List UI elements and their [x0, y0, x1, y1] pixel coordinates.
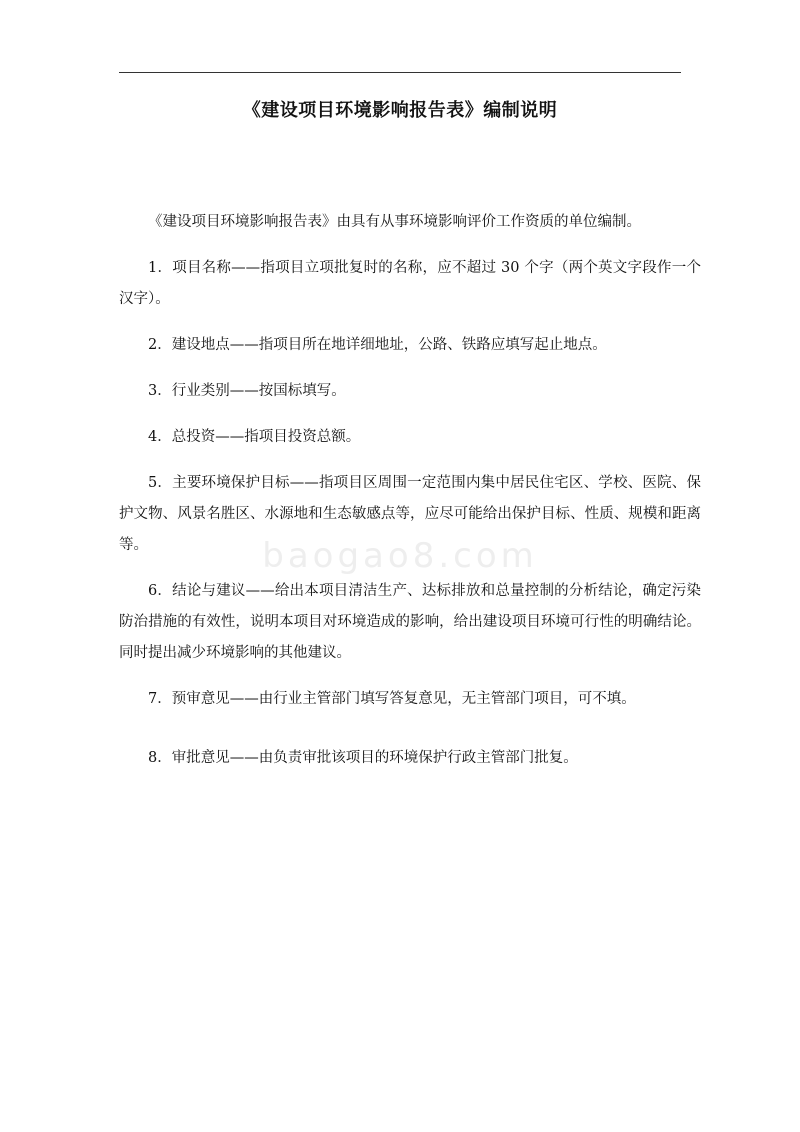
intro-paragraph: 《建设项目环境影响报告表》由具有从事环境影响评价工作资质的单位编制。	[148, 214, 641, 230]
header-rule	[119, 72, 681, 73]
item-protection-targets: 5．主要环境保护目标——指项目区周围一定范围内集中居民住宅区、学校、医院、保护文物、风景名胜区、水源地和生态敏感点等，应尽可能给出保护目标、性质、规模和距离等。	[119, 475, 701, 553]
item-approval: 8．审批意见——由负责审批该项目的环境保护行政主管部门批复。	[148, 750, 578, 766]
item-location: 2．建设地点——指项目所在地详细地址，公路、铁路应填写起止地点。	[148, 337, 607, 353]
watermark: baogao8.com	[262, 536, 538, 576]
document-body	[119, 207, 701, 789]
item-industry-category: 3．行业类别——按国标填写。	[148, 383, 346, 399]
document-title: 《建设项目环境影响报告表》编制说明	[242, 100, 558, 121]
item-pre-review: 7．预审意见——由行业主管部门填写答复意见，无主管部门项目，可不填。	[148, 691, 636, 707]
item-total-investment: 4．总投资——指项目投资总额。	[148, 429, 361, 445]
item-project-name: 1．项目名称——指项目立项批复时的名称，应不超过 30 个字（两个英文字段作一个汉字）。	[119, 260, 701, 307]
item-conclusions: 6．结论与建议——给出本项目清洁生产、达标排放和总量控制的分析结论，确定污染防治措施的有效性，说明本项目对环境造成的影响，给出建设项目环境可行性的明确结论。同时提出减少环境影响的其他建议。	[119, 583, 701, 661]
